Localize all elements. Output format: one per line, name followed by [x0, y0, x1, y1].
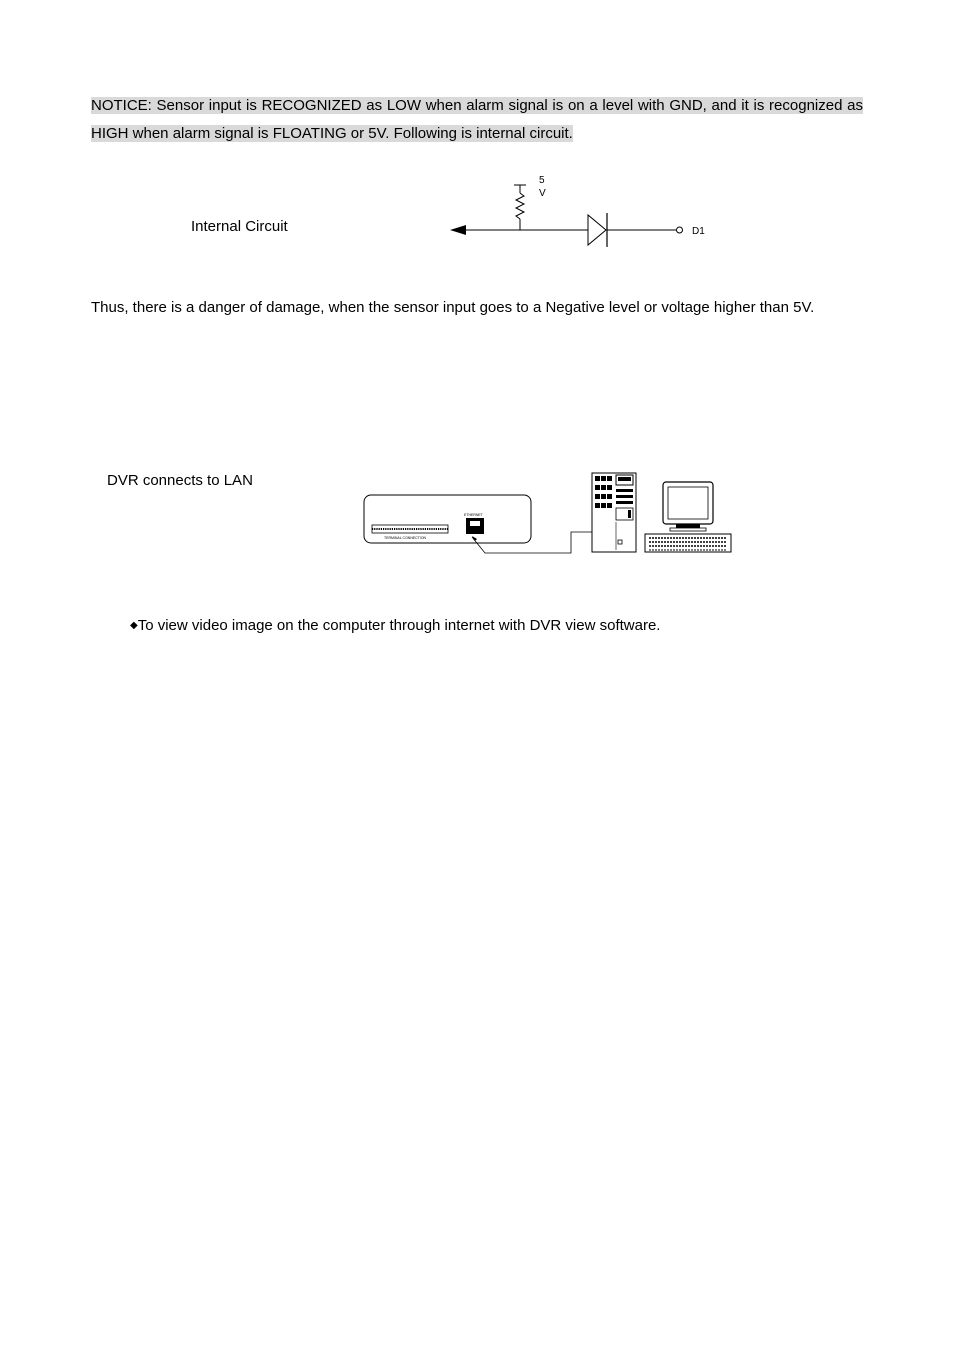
bullet-diamond-icon: ◆ [130, 620, 138, 631]
terminal-label: TERMINAL CONNECTION [384, 536, 427, 540]
warning-text: Thus, there is a danger of damage, when the sensor input goes to a Negative level or voltage higher than 5V. [91, 299, 815, 316]
lan-label: DVR connects to LAN [107, 472, 253, 489]
pin-label: D1 [692, 226, 705, 237]
diode-icon [588, 215, 606, 245]
terminal-block-icon [372, 525, 448, 533]
lan-connection-diagram [360, 468, 740, 563]
pc-tower-icon [592, 473, 636, 552]
arrow-icon [450, 225, 466, 235]
voltage-label-bottom: V [539, 188, 546, 199]
internal-circuit-diagram [440, 165, 730, 265]
monitor-icon [663, 482, 713, 531]
bullet-item [130, 617, 660, 634]
input-terminal-icon [677, 227, 683, 233]
voltage-label-top: 5 [539, 175, 545, 186]
ethernet-port-label: ETHERNET [464, 513, 483, 517]
notice-paragraph [91, 92, 863, 148]
notice-text: NOTICE: Sensor input is RECOGNIZED as LOW when alarm signal is on a level with GND, and it is recognized as HIGH when alarm signal is FLOATING or 5V. Following is internal circuit. [91, 97, 863, 142]
keyboard-icon [645, 534, 731, 552]
resistor-icon [516, 193, 524, 219]
ethernet-port-icon [466, 518, 484, 534]
internal-circuit-label: Internal Circuit [191, 218, 288, 235]
bullet-text: To view video image on the computer through internet with DVR view software. [137, 617, 661, 634]
